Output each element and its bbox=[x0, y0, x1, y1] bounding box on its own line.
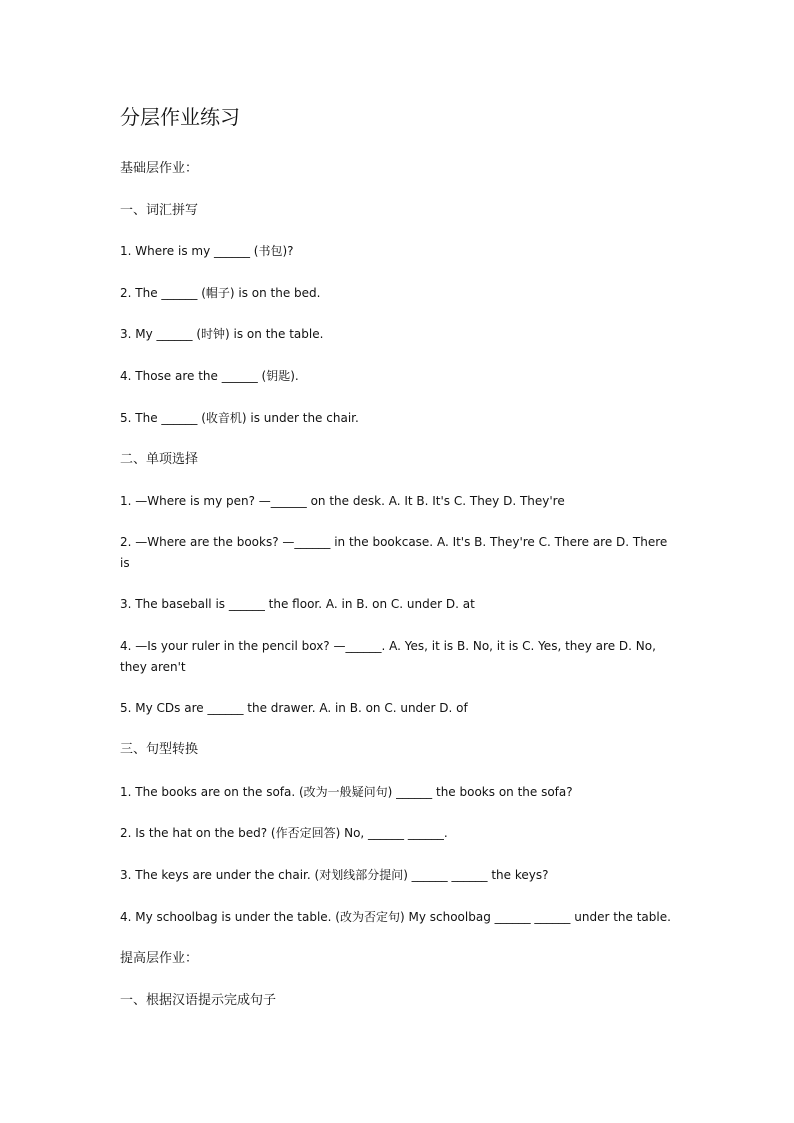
basic-level-label: 基础层作业： bbox=[120, 161, 199, 176]
transform-item-3: 3. The keys are under the chair. (对划线部分提问) ______ ______ the keys? bbox=[120, 868, 549, 882]
section-complete-sentences-heading: 一、根据汉语提示完成句子 bbox=[120, 993, 277, 1008]
choice-item-4: 4. —Is your ruler in the pencil box? —______. A. Yes, it is B. No, it is C. Yes, they are D. No, they aren't bbox=[120, 639, 656, 674]
choice-item-3: 3. The baseball is ______ the floor. A. in B. on C. under D. at bbox=[120, 597, 475, 611]
section-vocabulary-heading: 一、词汇拼写 bbox=[120, 203, 199, 218]
choice-item-1: 1. —Where is my pen? —______ on the desk. A. It B. It's C. They D. They're bbox=[120, 494, 565, 508]
vocab-item-2: 2. The ______ (帽子) is on the bed. bbox=[120, 286, 321, 300]
vocab-item-1: 1. Where is my ______ (书包)? bbox=[120, 244, 294, 258]
vocab-item-3: 3. My ______ (时钟) is on the table. bbox=[120, 327, 324, 341]
section-transform-heading: 三、句型转换 bbox=[120, 742, 199, 757]
vocab-item-4: 4. Those are the ______ (钥匙). bbox=[120, 369, 299, 383]
choice-item-2: 2. —Where are the books? —______ in the bookcase. A. It's B. They're C. There are D. There is bbox=[120, 535, 668, 570]
vocab-item-5: 5. The ______ (收音机) is under the chair. bbox=[120, 411, 359, 425]
transform-item-1: 1. The books are on the sofa. (改为一般疑问句) ______ the books on the sofa? bbox=[120, 785, 573, 799]
section-choice-heading: 二、单项选择 bbox=[120, 452, 199, 467]
transform-item-4: 4. My schoolbag is under the table. (改为否定句) My schoolbag ______ ______ under the table. bbox=[120, 910, 671, 924]
transform-item-2: 2. Is the hat on the bed? (作否定回答) No, ______ ______. bbox=[120, 826, 448, 840]
page-title: 分层作业练习 bbox=[120, 105, 240, 129]
advanced-level-label: 提高层作业： bbox=[120, 951, 199, 966]
choice-item-5: 5. My CDs are ______ the drawer. A. in B. on C. under D. of bbox=[120, 701, 468, 715]
